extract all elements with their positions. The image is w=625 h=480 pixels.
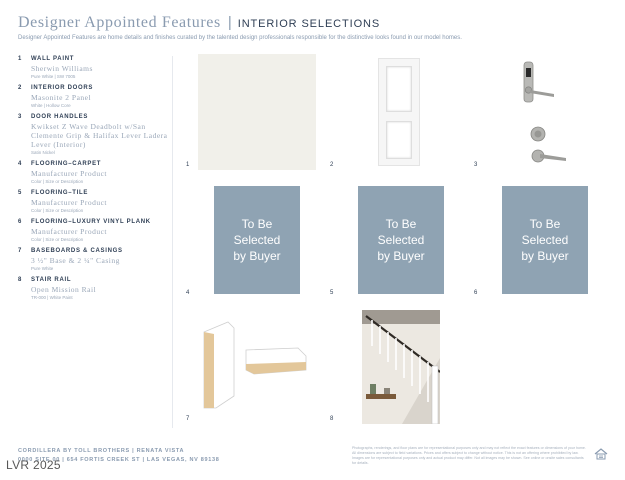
page-header — [18, 14, 615, 41]
item-value: Sherwin Williams — [31, 64, 93, 73]
item-value: Manufacturer Product — [31, 198, 108, 207]
item-number: 4 — [18, 161, 22, 167]
listing-watermark: LVR 2025 — [6, 458, 61, 472]
item-category: BASEBOARDS & CASINGS — [31, 248, 123, 254]
item-value: Kwikset Z Wave Deadbolt w/San Clemente Grip & Halifax Lever Ladera Lever (Interior) — [31, 122, 168, 149]
section-title: INTERIOR SELECTIONS — [237, 18, 381, 30]
baseboard-image — [198, 318, 314, 414]
title-separator: | — [227, 14, 232, 31]
item-value: Manufacturer Product — [31, 169, 108, 178]
column-divider — [172, 56, 173, 428]
stair-rail-image — [362, 310, 440, 424]
item-note: Color | Size or Description — [31, 237, 84, 242]
item-number: 3 — [18, 114, 22, 120]
flooring-carpet-placeholder: To Be Selected by Buyer — [214, 186, 300, 294]
flooring-lvp-placeholder: To Be Selected by Buyer — [502, 186, 588, 294]
paint-swatch — [198, 54, 316, 170]
item-note: Pure White — [31, 266, 54, 271]
list-item-baseboards — [18, 248, 168, 271]
item-value: Manufacturer Product — [31, 227, 108, 236]
item-note: Pure White | SW 7005 — [31, 74, 76, 79]
tile-number: 7 — [186, 416, 190, 422]
item-category: FLOORING–CARPET — [31, 161, 102, 167]
item-value: Open Mission Rail — [31, 285, 97, 294]
item-note: Satin Nickel — [31, 150, 55, 155]
item-number: 1 — [18, 56, 22, 62]
tile-number: 3 — [474, 162, 478, 168]
footer-address: 0000 SITE 00 | 654 FORTIS CREEK ST | LAS VEGAS, NV 89138 — [18, 457, 220, 463]
tile-number: 2 — [330, 162, 334, 168]
tile-number: 8 — [330, 416, 334, 422]
item-value: Masonite 2 Panel — [31, 93, 92, 102]
selection-list — [18, 56, 168, 306]
equal-housing-icon — [594, 448, 608, 460]
item-note: Color | Size or Description — [31, 208, 84, 213]
item-category: FLOORING–TILE — [31, 190, 89, 196]
door-lower-panel — [386, 121, 412, 159]
flooring-tile-placeholder: To Be Selected by Buyer — [358, 186, 444, 294]
list-item-flooring-lvp — [18, 219, 168, 242]
item-number: 8 — [18, 277, 22, 283]
list-item-flooring-carpet — [18, 161, 168, 184]
item-category: STAIR RAIL — [31, 277, 72, 283]
footer-community-name: CORDILLERA BY TOLL BROTHERS | RENATA VISTA — [18, 448, 185, 454]
item-category: WALL PAINT — [31, 56, 75, 62]
tile-number: 5 — [330, 290, 334, 296]
item-number: 5 — [18, 190, 22, 196]
door-handles-image — [506, 58, 576, 168]
tile-number: 6 — [474, 290, 478, 296]
list-item-wall-paint — [18, 56, 168, 79]
item-note: Color | Size or Description — [31, 179, 84, 184]
item-number: 2 — [18, 85, 22, 91]
list-item-stair-rail — [18, 277, 168, 300]
page-description: Designer Appointed Features are home details and finishes curated by the talented design professionals responsible for the distinctive looks found in our model homes. — [18, 35, 462, 41]
legal-disclaimer: Photographs, renderings, and floor plans are for representational purposes only and may not reflect the exact features or dimensions of your home. All dimensions are subject to field variations. Prices and offers subject to change without notice. This is not an offering where prohibited by law. Images are for representational purposes only and actual product may differ. Not all images may be shown. See online or onsite sales consultants for details. — [352, 446, 586, 465]
item-category: FLOORING–LUXURY VINYL PLANK — [31, 219, 151, 225]
door-image — [378, 58, 420, 166]
tile-number: 1 — [186, 162, 190, 168]
item-number: 7 — [18, 248, 22, 254]
list-item-flooring-tile — [18, 190, 168, 213]
list-item-interior-doors — [18, 85, 168, 108]
item-category: DOOR HANDLES — [31, 114, 89, 120]
door-upper-panel — [386, 66, 412, 112]
item-note: TR-000 | White Paint — [31, 295, 73, 300]
footer-community — [18, 448, 338, 463]
title-line — [18, 14, 615, 32]
tile-number: 4 — [186, 290, 190, 296]
page-title: Designer Appointed Features — [18, 14, 221, 31]
item-value: 3 ½" Base & 2 ¼" Casing — [31, 256, 120, 265]
item-number: 6 — [18, 219, 22, 225]
item-category: INTERIOR DOORS — [31, 85, 94, 91]
item-note: White | Hollow Core — [31, 103, 71, 108]
list-item-door-handles — [18, 114, 168, 155]
